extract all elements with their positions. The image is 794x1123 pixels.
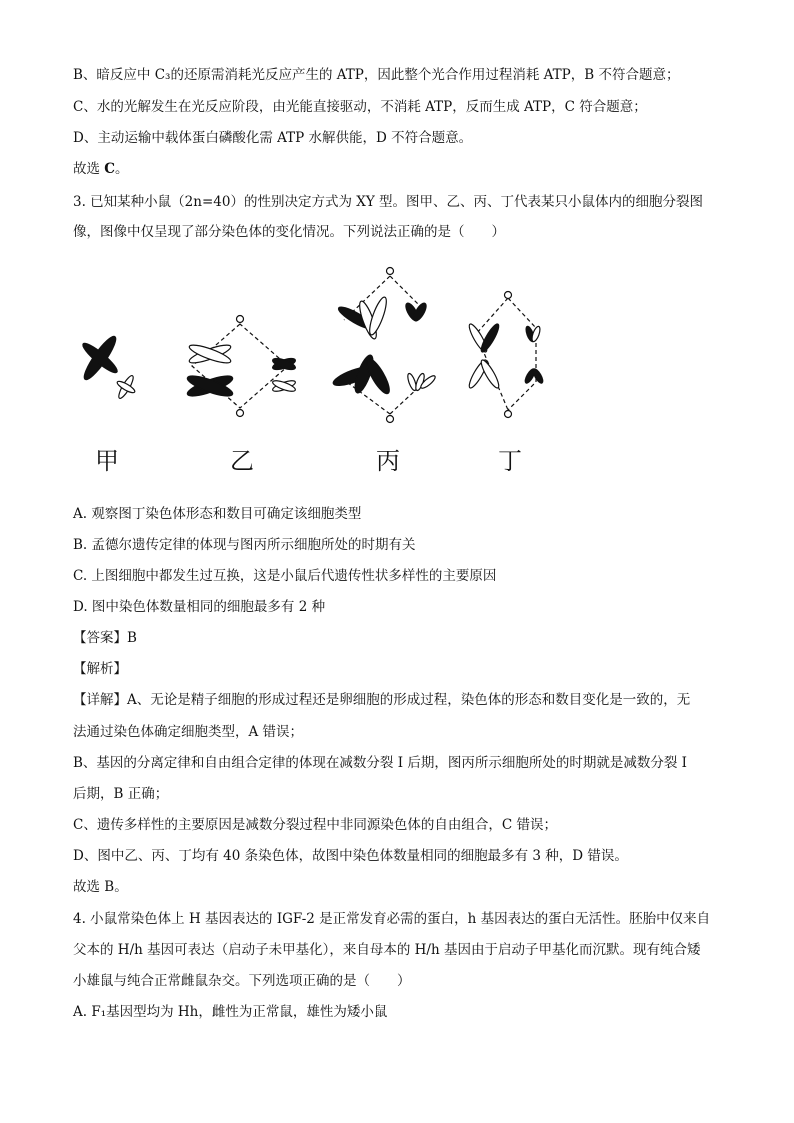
text-line: C、水的光解发生在光反应阶段，由光能直接驱动，不消耗 ATP，反而生成 ATP，C 符合题意； [73, 99, 647, 115]
question-3-stem: 3. 已知某种小鼠（2n=40）的性别决定方式为 XY 型。图甲、乙、丙、丁代表某只小鼠体内的细胞分裂图 [73, 194, 704, 210]
option-d: D. 图中染色体数量相同的细胞最多有 2 种 [73, 599, 326, 615]
question-4-option-a: A. F₁基因型均为 Hh，雌性为正常鼠，雄性为矮小鼠 [73, 1004, 388, 1020]
caption-jia: 甲 [95, 447, 119, 475]
option-a: A. 观察图丁染色体形态和数目可确定该细胞类型 [73, 506, 362, 522]
text-line: 故选 C。 [73, 161, 129, 177]
cell-yi [185, 316, 296, 417]
analysis-label: 【解析】 [73, 661, 127, 677]
question-4-stem-cont: 父本的 H/h 基因可表达（启动子未甲基化），来自母本的 H/h 基因由于启动子甲基化而沉默。现有纯合矮 [73, 942, 701, 958]
cell-jia [80, 333, 136, 400]
question-3-stem-cont: 像，图像中仅呈现了部分染色体的变化情况。下列说法正确的是（ ） [73, 224, 505, 240]
explanation-line: 故选 B。 [73, 879, 128, 895]
explanation-line: 法通过染色体确定细胞类型，A 错误； [73, 724, 304, 740]
cell-division-figure [60, 262, 460, 462]
explanation-line: D、图中乙、丙、丁均有 40 条染色体，故图中染色体数量相同的细胞最多有 3 种，D 错误。 [73, 848, 628, 864]
bold-answer: C [104, 161, 116, 177]
caption-yi: 乙 [230, 447, 254, 475]
question-4-stem-cont: 小雄鼠与纯合正常雌鼠杂交。下列选项正确的是（ ） [73, 973, 411, 989]
explanation-line: 【详解】A、无论是精子细胞的形成过程还是卵细胞的形成过程，染色体的形态和数目变化是一致的，无 [73, 692, 691, 708]
caption-ding: 丁 [498, 447, 522, 475]
explanation-line: C、遗传多样性的主要原因是减数分裂过程中非同源染色体的自由组合，C 错误； [73, 817, 557, 833]
text-line: D、主动运输中载体蛋白磷酸化需 ATP 水解供能，D 不符合题意。 [73, 130, 473, 146]
answer-label: 【答案】B [73, 630, 137, 646]
option-c: C. 上图细胞中都发生过互换，这是小鼠后代遗传性状多样性的主要原因 [73, 568, 497, 584]
cell-bing [331, 268, 437, 423]
cell-ding-detail [460, 290, 570, 430]
question-4-stem: 4. 小鼠常染色体上 H 基因表达的 IGF-2 是正常发育必需的蛋白，h 基因表达的蛋白无活性。胚胎中仅来自 [73, 911, 711, 927]
option-b: B. 孟德尔遗传定律的体现与图丙所示细胞所处的时期有关 [73, 537, 416, 553]
explanation-line: B、基因的分离定律和自由组合定律的体现在减数分裂 I 后期，图丙所示细胞所处的时期就是减数分裂 I [73, 755, 687, 771]
caption-bing: 丙 [376, 447, 400, 475]
text-line: B、暗反应中 C₃的还原需消耗光反应产生的 ATP，因此整个光合作用过程消耗 ATP，B 不符合题意； [73, 67, 680, 83]
explanation-line: 后期，B 正确； [73, 786, 169, 802]
